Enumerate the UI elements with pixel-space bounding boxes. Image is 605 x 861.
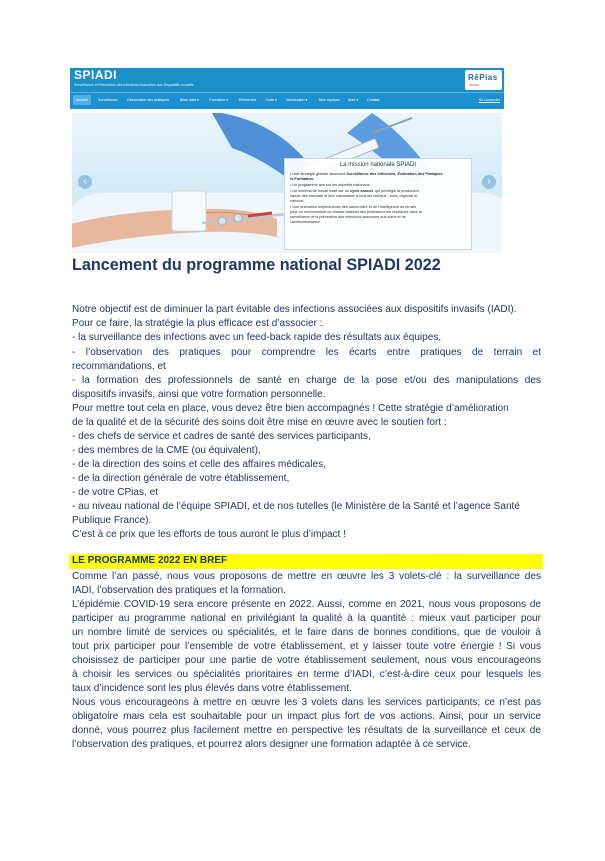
intro-line: de la qualité et de la sécurité des soins doit être mise en œuvre avec le soutien fort :: [72, 417, 447, 428]
intro-line: - la surveillance des infections avec un feed-back rapide des résultats aux équipes,: [72, 332, 442, 343]
section-line: obligatoire mais cela est souhaitable pour un impact plus fort de vos actions. Ainsi, pour un service: [72, 711, 541, 722]
mission-item: • Un schéma de travail basé sur un cycle annuel, qui privilégie la production: [290, 189, 419, 193]
nav-item-equipes[interactable]: Mon équipes: [319, 98, 340, 102]
section-line: Nous vous encourageons à mettre en œuvre les 3 volets dans les services participants; ce n’est pas: [72, 697, 541, 708]
site-nav: [70, 92, 504, 109]
intro-line: Publique France).: [72, 515, 152, 526]
nav-item-recherche[interactable]: Recherche: [239, 98, 257, 102]
connector-shape: [218, 217, 226, 225]
mission-item: • Une animation respectueuse des savoir-faire et de l'intelligence du terrain: [290, 205, 416, 209]
intro-line: - des chefs de service et cadres de santé des services participants,: [72, 431, 371, 442]
mission-panel: [284, 158, 472, 250]
mission-item: surveillance et la prévention des infections associées aux soins et de: [290, 215, 406, 219]
website-screenshot: [70, 68, 504, 256]
repias-logo: [465, 70, 502, 90]
intro-line: C’est à ce prix que les efforts de tous auront le plus d’impact !: [72, 529, 347, 540]
mission-item: l'antibiorésistance.: [290, 220, 322, 224]
intro-line: Pour ce faire, la stratégie la plus efficace est d’associer :: [72, 318, 323, 329]
nav-item-accueil[interactable]: Accueil: [73, 95, 91, 105]
section-line: l’observation des pratiques, et pourrez alors designer une formation adaptée à ce service.: [72, 739, 471, 750]
section-line: à choisir les services ou spécialités prioritaires en terme d’IADI, c’est-à-dire ceux pour lesquels les: [72, 669, 541, 680]
nav-item-valorisation[interactable]: Valorisation ▾: [286, 98, 308, 102]
connector-shape: [234, 214, 242, 222]
nav-item-bilan[interactable]: Bilan data ▾: [180, 98, 199, 102]
section-line: IADI, l’observation des pratiques et la formation.: [72, 585, 286, 596]
intro-line: - de la direction des soins et celle des affaires médicales,: [72, 459, 326, 470]
section-line: taux d’incidence sont les plus élevés dans votre établissement.: [72, 683, 352, 694]
mission-item: et Formation.: [290, 177, 315, 181]
carousel-prev-button[interactable]: ‹: [78, 175, 92, 189]
mission-title: La mission nationale SPIADI: [339, 162, 417, 168]
logo-subtext: SPIADI: [469, 83, 479, 87]
section-line: donné, vous pourrez plus facilement mettre en perspective les résultats de la surveillance et ceux de: [72, 725, 541, 736]
carousel-next-button[interactable]: ›: [482, 175, 496, 189]
mission-item: rapide des résultats et leur valorisation à tous les niveaux : local, régional et: [290, 194, 418, 198]
section-line: Comme l’an passé, nous vous proposons de mettre en œuvre les 3 volets-clé : la surveillance des: [72, 571, 541, 582]
mission-item: pour un renforcement du réseau national des professionnels impliqués dans la: [290, 210, 422, 214]
mission-item: • Un programme axé sur les objectifs nationaux.: [290, 183, 371, 187]
section-line: L’épidémie COVID-19 sera encore présente en 2022. Aussi, comme en 2021, nous vous proposons de: [72, 599, 541, 610]
intro-line: - de la direction générale de votre établissement,: [72, 473, 290, 484]
nav-item-formation[interactable]: Formation ▾: [209, 98, 228, 102]
nav-item-observation[interactable]: Observation des pratiques: [127, 98, 169, 102]
login-link[interactable]: Se connecter: [478, 98, 500, 102]
intro-line: - l’observation des pratiques pour comprendre les écarts entre pratiques de terrain et: [72, 347, 541, 358]
dressing-shape: [172, 191, 206, 231]
site-header: [70, 68, 504, 92]
intro-line: Pour mettre tout cela en place, vous devez être bien accompagnés ! Cette stratégie d’amélioration: [72, 403, 509, 414]
intro-line: Notre objectif est de diminuer la part évitable des infections associées aux dispositifs invasifs (IADI).: [72, 304, 517, 315]
document-title: Lancement du programme national SPIADI 2022: [72, 256, 441, 274]
site-subtitle: Surveillance et Prévention des infections Associées aux Dispositifs Invasifs: [74, 83, 194, 87]
nav-item-surveillance[interactable]: Surveillance: [98, 98, 118, 102]
section-line: tout prix participer pour l’ensemble de votre établissement, et y laisser toute votre énergie ! Si vous: [72, 641, 541, 652]
nav-item-aide[interactable]: Aide ▾: [348, 98, 358, 102]
intro-line: - de votre CPias, et: [72, 487, 158, 498]
intro-line: dispositifs invasifs, ainsi que votre formation personnelle.: [72, 389, 326, 400]
intro-line: - des membres de la CME (ou équivalent),: [72, 445, 261, 456]
mission-item: national.: [290, 199, 305, 203]
nav-item-outils[interactable]: Outils ▾: [265, 98, 277, 102]
section-line: choisissez de participer pour une partie de votre établissement seulement, nous vous encourageons: [72, 655, 541, 666]
section-line: un nombre limité de services ou spécialités, et le faire dans de bonnes conditions, que de vouloir à: [72, 627, 541, 638]
hero-carousel: [72, 113, 502, 253]
section-line: participer au programme national en privilégiant la qualité à la quantité : mieux vaut participer pour: [72, 613, 541, 624]
section-heading-text: LE PROGRAMME 2022 EN BREF: [72, 555, 228, 566]
nav-item-contact[interactable]: Contact: [367, 98, 380, 102]
site-title: SPIADI: [74, 68, 118, 82]
intro-line: - la formation des professionnels de santé en charge de la pose et/ou des manipulations des: [72, 375, 541, 386]
section-heading: [69, 554, 543, 569]
intro-line: recommandations, et: [72, 361, 166, 372]
intro-line: - au niveau national de l’équipe SPIADI, et de nos tutelles (le Ministère de la Santé et l’agence Santé: [72, 501, 520, 512]
logo-text: RēPias: [468, 73, 498, 82]
mission-item: • Une stratégie globale associant Surveillance des infections, Évaluation des Pratiques: [290, 172, 443, 176]
